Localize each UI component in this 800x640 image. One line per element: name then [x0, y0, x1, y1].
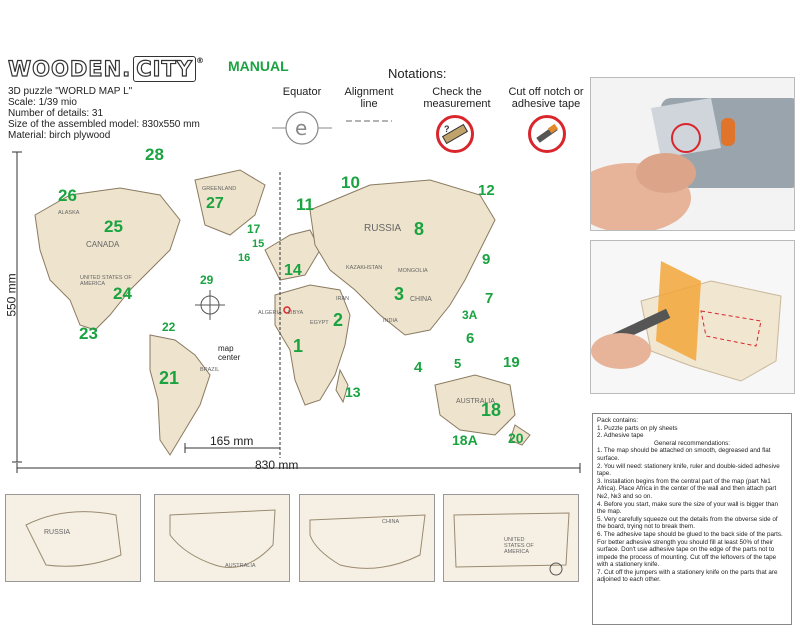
info-line: Number of details: 31	[8, 108, 104, 119]
recommendation: 1. The map should be attached on smooth, degreased and flat surface.	[597, 447, 771, 462]
thumb-label: UNITED STATES OF AMERICA	[504, 537, 534, 555]
thumb-label: AUSTRALIA	[225, 563, 256, 569]
map-label: MONGOLIA	[398, 268, 428, 274]
recommendation: 7. Cut off the jumpers with a stationery knife on the parts that are adjoined to each other.	[597, 568, 778, 584]
part-number: 7	[485, 290, 494, 307]
pack-item: 1. Puzzle parts on ply sheets	[597, 424, 678, 432]
width-dimension: 830 mm	[255, 458, 299, 472]
tape-photo	[590, 240, 795, 394]
recommendation: 4. Before you start, make sure the size of your wall is bigger than the map.	[597, 500, 778, 516]
part-number: 8	[414, 219, 425, 239]
dimension-lines	[0, 140, 600, 480]
equator-label: Equator	[282, 86, 322, 98]
pack-contents	[592, 413, 792, 625]
part-number: 24	[113, 284, 132, 303]
thumb-label: CHINA	[382, 519, 400, 525]
pack-title: Pack contains:	[597, 417, 638, 424]
part-number: 3A	[462, 308, 478, 322]
cut-label: Cut off notch or adhesive tape	[508, 86, 584, 110]
part-number: 25	[104, 217, 123, 236]
brand-reg: ®	[195, 56, 205, 65]
map-label: AUSTRALIA	[456, 398, 495, 405]
map-label: UNITED STATES OF AMERICA	[80, 275, 132, 287]
map-label: BRAZIL	[200, 367, 220, 373]
svg-text:e: e	[295, 116, 308, 140]
part-number: 14	[284, 262, 302, 279]
part-number: 6	[466, 330, 475, 347]
recommendation: 3. Installation begins from the central part of the map (part №1 Africa). Place Africa in the center of the wall and then attach part №2, №3 and so on.	[597, 477, 777, 500]
part-number: 1	[293, 336, 304, 356]
part-number: 18	[481, 400, 502, 420]
part-number: 4	[414, 359, 423, 376]
recommendation: 5. Very carefully squeeze out the details from the obverse side of the board, trying not to break them.	[597, 515, 778, 531]
info-line: Material: birch plywood	[8, 130, 111, 141]
part-number: 27	[206, 195, 224, 212]
part-number: 21	[159, 368, 180, 388]
svg-text:?: ?	[444, 124, 450, 134]
part-number: 2	[333, 310, 344, 330]
part-number: 16	[238, 252, 251, 264]
part-number: 12	[478, 182, 495, 199]
part-number: 29	[200, 273, 214, 287]
part-number: 17	[247, 222, 261, 236]
map-label: ALGERIA	[258, 310, 282, 316]
brand-logo: WOODEN. CITY ®	[8, 56, 205, 81]
recommendations-title: General recommendations:	[654, 439, 730, 447]
part-number: 20	[508, 430, 524, 446]
part-number: 10	[341, 173, 360, 192]
map-label: KAZAKHSTAN	[346, 265, 383, 271]
thumbnail-step-2	[154, 494, 290, 582]
part-number: 26	[58, 186, 77, 205]
map-label: LIBYA	[288, 310, 304, 316]
thumbnail-step-1	[5, 494, 141, 582]
manual-title: MANUAL	[228, 58, 289, 74]
part-number: 9	[482, 251, 491, 268]
part-number: 18A	[452, 432, 478, 448]
thumbnail-step-3	[299, 494, 435, 582]
map-label: CANADA	[86, 240, 120, 249]
alignment-line-icon	[346, 116, 392, 126]
recommendation: 6. The adhesive tape should be glued to the back side of the parts. For better adhesive strength you should fill at least 50% of their surface. Don't use adhesive tape on the edge of the parts not to impede the process of mounting. Cut off the leftovers of the tape with a stationery knife.	[597, 530, 783, 569]
info-line: Scale: 1/39 mio	[8, 97, 77, 108]
part-number: 22	[162, 320, 176, 334]
map-label: RUSSIA	[364, 223, 402, 234]
info-line: 3D puzzle "WORLD MAP L"	[8, 86, 133, 97]
map-label: EGYPT	[310, 320, 329, 326]
center-dimension: 165 mm	[210, 434, 254, 448]
part-number: 5	[454, 356, 462, 371]
part-number: 13	[345, 384, 361, 400]
part-number: 19	[503, 354, 520, 371]
part-number: 11	[296, 195, 314, 214]
brand-box: CITY	[133, 56, 196, 82]
map-label: IRAN	[336, 296, 350, 302]
part-number: 28	[145, 145, 164, 164]
part-number: 3	[394, 284, 405, 304]
part-number: 23	[79, 324, 98, 343]
map-label: GREENLAND	[202, 186, 237, 192]
info-line: Size of the assembled model: 830x550 mm	[8, 119, 200, 130]
product-info	[8, 86, 200, 141]
knife-photo	[590, 77, 795, 231]
map-label: ALASKA	[58, 210, 80, 216]
thumbnail-step-4	[443, 494, 579, 582]
recommendation: 2. You will need: stationery knife, ruler and double-sided adhesive tape.	[597, 462, 780, 478]
alignment-label: Alignment line	[344, 86, 394, 110]
notations-title: Notations:	[388, 66, 447, 81]
pack-item: 2. Adhesive tape	[597, 432, 644, 440]
check-label: Check the measurement	[423, 86, 491, 110]
map-center-label: map center	[218, 344, 241, 362]
map-label: INDIA	[383, 318, 398, 324]
part-number: 15	[252, 238, 265, 250]
height-dimension: 550 mm	[4, 273, 19, 317]
map-label: CHINA	[410, 296, 432, 303]
thumb-label: RUSSIA	[44, 529, 71, 536]
brand-name: WOODEN	[8, 57, 123, 81]
